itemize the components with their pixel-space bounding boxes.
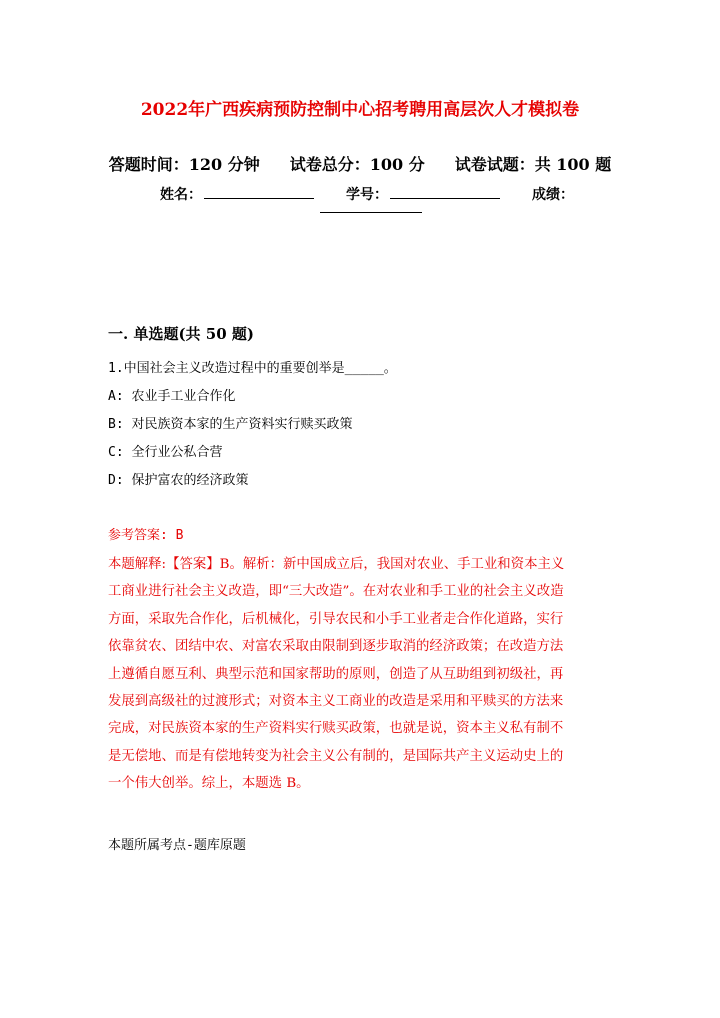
exam-question-count: 试卷试题：共 100 题: [454, 155, 612, 174]
option-a: A: 农业手工业合作化: [108, 389, 236, 404]
explanation-line: 一个伟大创举。综上，本题选 B。: [108, 776, 310, 792]
explanation-line: 上遵循自愿互利、典型示范和国家帮助的原则，创造了从互助组到初级社，再: [108, 666, 564, 682]
explanation-line: 是无偿地、而是有偿地转变为社会主义公有制的，是国际共产主义运动史上的: [108, 748, 564, 764]
question-stem: 1.中国社会主义改造过程中的重要创举是_____。: [108, 361, 397, 376]
explanation-line: 发展到高级社的过渡形式；对资本主义工商业的改造是采用和平赎买的方法来: [108, 694, 564, 710]
option-d: D: 保护富农的经济政策: [108, 473, 249, 488]
option-c: C: 全行业公私合营: [108, 445, 223, 460]
answer-explanation: [108, 551, 608, 798]
exam-time: 答题时间：120 分钟: [108, 155, 260, 174]
explanation-line: 工商业进行社会主义改造，即“三大改造”。在对农业和手工业的社会主义改造: [108, 584, 564, 600]
score-blank: [320, 200, 422, 213]
name-label: 姓名：: [160, 187, 202, 203]
explanation-line: 本题解释:【答案】B。解析：新中国成立后，我国对农业、手工业和资本主义: [108, 557, 565, 572]
student-id-blank: [390, 186, 500, 199]
name-blank: [204, 186, 314, 199]
score-label: 成绩：: [532, 187, 574, 203]
option-b: B: 对民族资本家的生产资料实行赎买政策: [108, 417, 353, 432]
student-id-label: 学号：: [346, 187, 388, 203]
section-heading: 一. 单选题(共 50 题): [108, 325, 254, 343]
explanation-line: 方面，采取先合作化，后机械化，引导农民和小手工业者走合作化道路，实行: [108, 611, 564, 627]
exam-total-score: 试卷总分：100 分: [289, 155, 425, 174]
knowledge-point: 本题所属考点-题库原题: [108, 838, 246, 853]
explanation-line: 依靠贫农、团结中农、对富农采取由限制到逐步取消的经济政策；在改造方法: [108, 639, 564, 655]
exam-info-row: [0, 152, 720, 175]
explanation-line: 完成，对民族资本家的生产资料实行赎买政策，也就是说，资本主义私有制不: [108, 721, 564, 737]
exam-title: 2022年广西疾病预防控制中心招考聘用高层次人才模拟卷: [140, 100, 580, 120]
reference-answer: 参考答案: B: [108, 528, 184, 543]
